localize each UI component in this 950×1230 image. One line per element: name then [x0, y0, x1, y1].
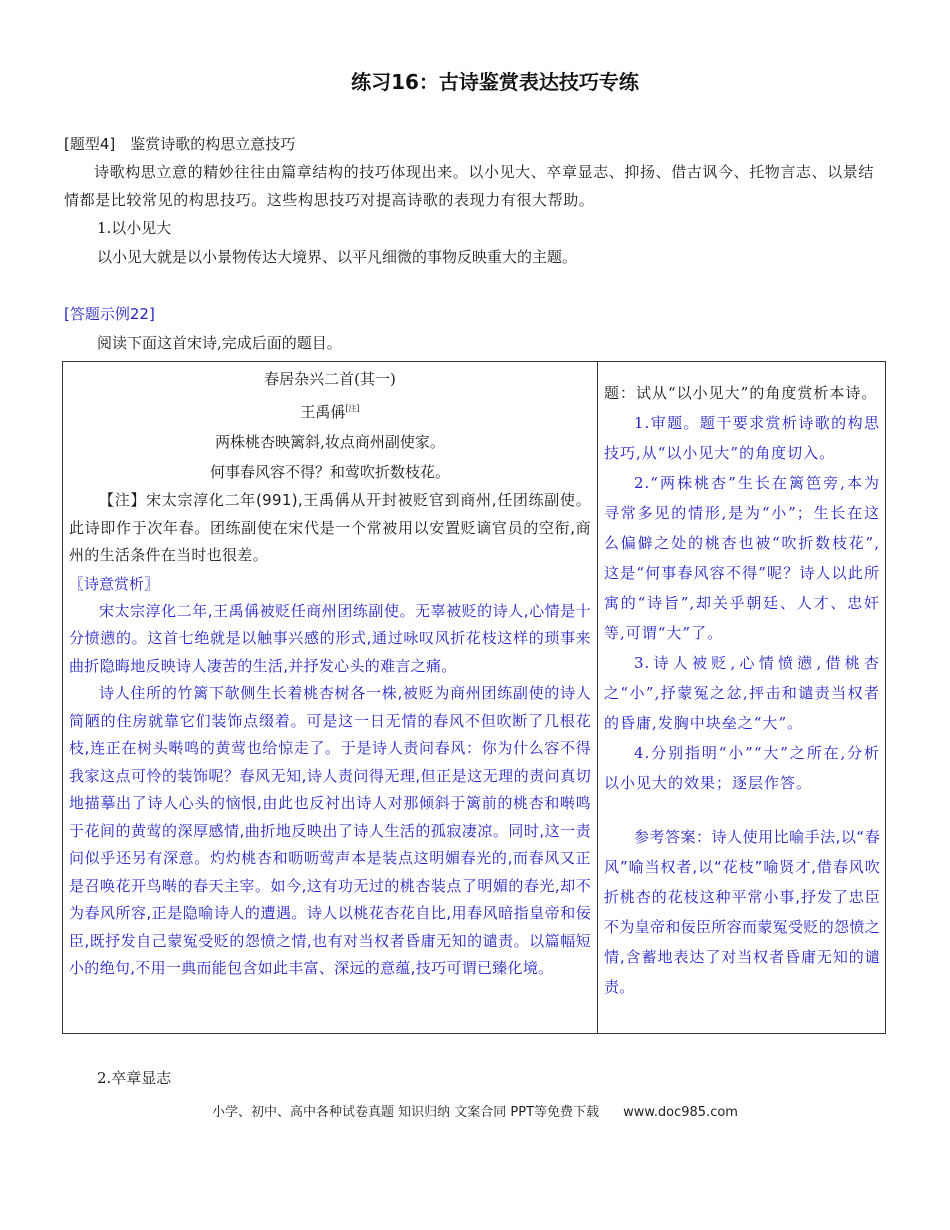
- analysis-paragraph-2: 诗人住所的竹篱下欹侧生长着桃杏树各一株,被贬为商州团练副使的诗人简陋的住房就靠它们装饰点缀着。可是这一日无情的春风不但吹断了几根花枝,连正在树头啭鸣的黄莺也给惊走了。于是诗人责问春风：你为什么容不得我家这点可怜的装饰呢？春风无知,诗人责问得无理,但正是这无理的责问真切地描摹出了诗人心头的恼恨,由此也反衬出诗人对那倾斜于篱前的桃杏和啭鸣于花间的黄莺的深厚感情,曲折地反映出了诗人生活的孤寂凄凉。同时,这一责问似乎还另有深意。灼灼桃杏和呖呖莺声本是装点这明媚春光的,而春风又正是召唤花开鸟啭的春天主宰。如今,这有功无过的桃杏装点了明媚的春光,却不为春风所容,正是隐喻诗人的遭遇。诗人以桃花杏花自比,用春风暗指皇帝和佞臣,既抒发自己蒙冤受贬的怨愤之情,也有对当权者昏庸无知的谴责。以篇幅短小的绝句,不用一典而能包含如此丰富、深远的意蕴,技巧可谓已臻化境。: [69, 684, 591, 977]
- answer-question: 题：试从“以小见大”的角度赏析本诗。: [604, 384, 878, 402]
- poem-line-1: 两株桃杏映篱斜,妆点商州副使家。: [215, 433, 445, 451]
- answer-step-1: 1.审题。题干要求赏析诗歌的构思技巧,从“以小见大”的角度切入。: [604, 414, 880, 462]
- item2-title: 2.卒章显志: [97, 1069, 172, 1087]
- instruction-text: 阅读下面这首宋诗,完成后面的题目。: [97, 334, 342, 352]
- analysis-paragraph-1: 宋太宗淳化二年,王禹偁被贬任商州团练副使。无辜被贬的诗人,心情是十分愤懑的。这首七绝就是以触事兴感的形式,通过咏叹风折花枝这样的琐事来曲折隐晦地反映诗人凄苦的生活,并抒发心头的难言之痛。: [69, 601, 591, 675]
- example-table: [62, 361, 886, 1034]
- reference-answer: 参考答案：诗人使用比喻手法,以“春风”喻当权者,以“花枝”喻贤才,借春风吹折桃杏的花枝这种平常小事,抒发了忠臣不为皇帝和佞臣所容而蒙冤受贬的怨愤之情,含蓄地表达了对当权者昏庸无知的谴责。: [604, 828, 880, 996]
- poem-author: 王禹偁: [300, 403, 346, 421]
- analysis-heading: 〖诗意赏析〗: [69, 574, 160, 593]
- poem-author-note-mark: [注]: [345, 404, 360, 413]
- answer-step-4: 4.分别指明“小”“大”之所在,分析以小见大的效果；逐层作答。: [604, 744, 880, 792]
- section-heading: [题型4] 鉴赏诗歌的构思立意技巧: [64, 135, 296, 153]
- poem-line-2: 何事春风容不得？和莺吹折数枝花。: [209, 463, 450, 481]
- footer-url[interactable]: www.doc985.com: [623, 1105, 738, 1120]
- intro-paragraph: 诗歌构思立意的精妙往往由篇章结构的技巧体现出来。以小见大、卒章显志、抑扬、借古讽今、托物言志、以景结情都是比较常见的构思技巧。这些构思技巧对提高诗歌的表现力有很大帮助。: [64, 163, 875, 209]
- answer-step-2: 2.“两株桃杏”生长在篱笆旁,本为寻常多见的情形,是为“小”；生长在这么偏僻之处的桃杏也被“吹折数枝花”,这是“何事春风容不得”呢？诗人以此所寓的“诗旨”,却关乎朝廷、人才、忠奸等,可谓“大”了。: [604, 474, 880, 642]
- item1-description: 以小见大就是以小景物传达大境界、以平凡细微的事物反映重大的主题。: [97, 248, 578, 266]
- poem-author-line: [69, 394, 591, 427]
- answer-column: [604, 378, 880, 1002]
- page-footer: [0, 1101, 950, 1120]
- footer-text: 小学、初中、高中各种试卷真题 知识归纳 文案合同 PPT等免费下载: [212, 1105, 600, 1120]
- poem-column: [69, 364, 591, 983]
- page-title: 练习16：古诗鉴赏表达技巧专练: [351, 70, 639, 94]
- column-divider: [597, 362, 598, 1033]
- poem-note: 【注】宋太宗淳化二年(991),王禹偁从开封被贬官到商州,任团练副使。此诗即作于次年春。团练副使在宋代是一个常被用以安置贬谪官员的空衔,商州的生活条件在当时也很差。: [69, 491, 591, 564]
- poem-title: 春居杂兴二首(其一): [264, 370, 396, 388]
- answer-step-3: 3.诗人被贬,心情愤懑,借桃杏之“小”,抒蒙冤之忿,抨击和谴责当权者的昏庸,发胸中块垒之“大”。: [604, 654, 880, 732]
- item1-title: 1.以小见大: [97, 219, 172, 237]
- example-label: [答题示例22]: [64, 305, 155, 323]
